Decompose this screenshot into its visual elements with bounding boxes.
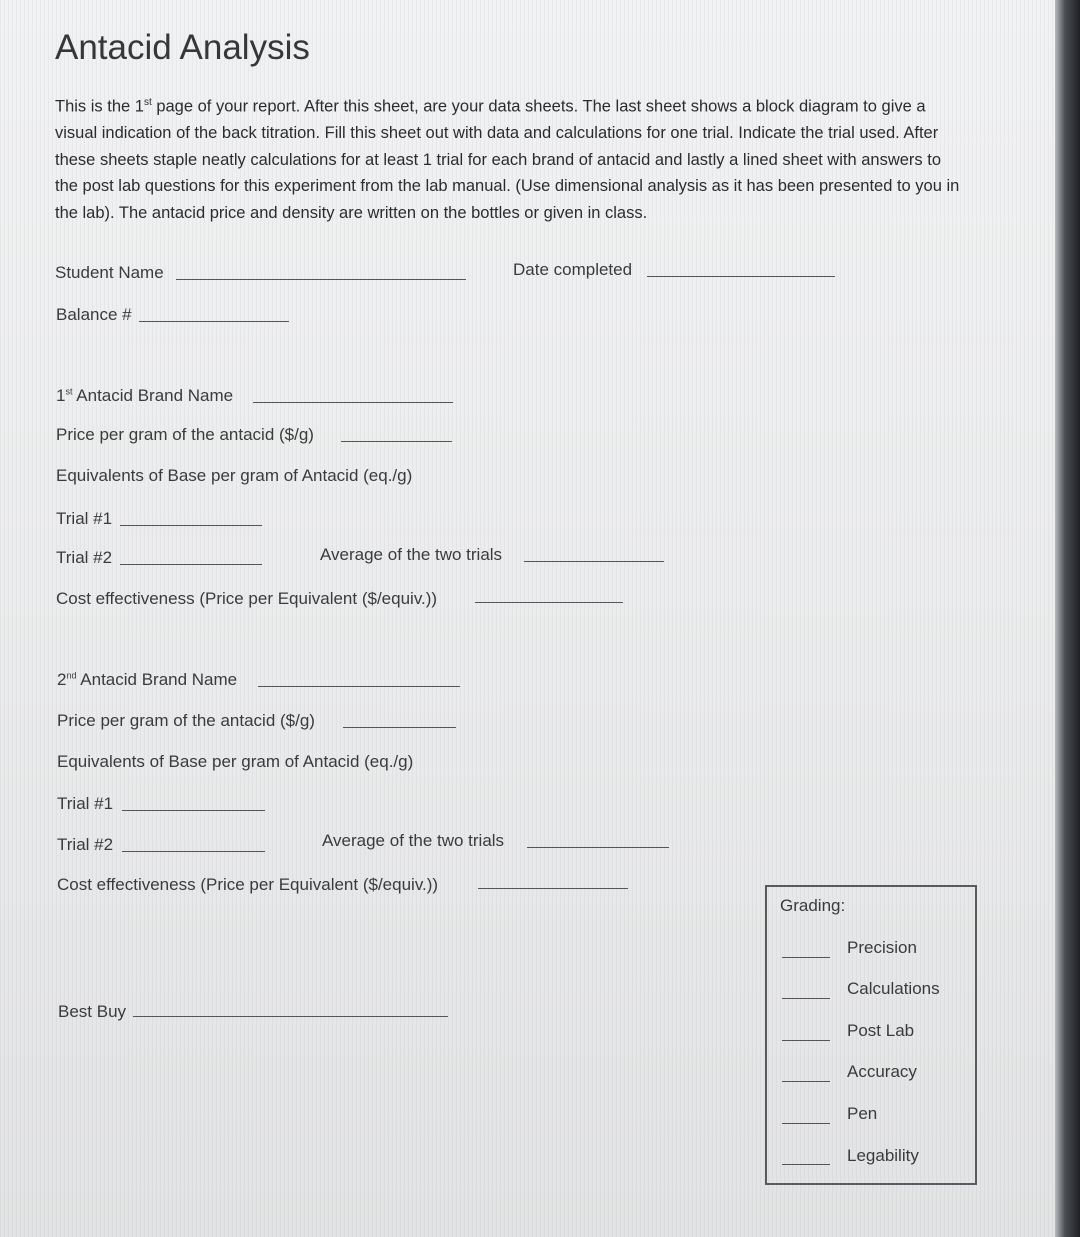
grading-accuracy-label: Accuracy (847, 1062, 917, 1081)
brand1-cost-field[interactable] (475, 602, 623, 603)
brand1-equiv-label: Equivalents of Base per gram of Antacid (eq./g) (56, 466, 413, 485)
student-name-field[interactable] (176, 279, 466, 280)
grading-legability-label: Legability (847, 1146, 919, 1165)
grading-legability-blank[interactable] (782, 1164, 830, 1165)
instructions-text-b: page of your report. After this sheet, are your data sheets. The last sheet shows a block diagram to give a visual indication of the back titration. Fill this sheet out with data and calculations for one trial. Indicate the trial used. After these sheets staple neatly calculations for at least 1 trial for each brand of antacid and lastly a lined sheet with answers to the post lab questions for this experiment from the lab manual. (Use dimensional analysis as it has been presented to you in the lab). The antacid price and density are written on the bottles or given in class. (55, 97, 960, 222)
instructions-superscript: st (143, 97, 152, 108)
brand2-average-label: Average of the two trials (322, 831, 505, 850)
brand2-ordinal: 2 (57, 670, 67, 689)
brand1-trial2-label: Trial #2 (56, 548, 113, 567)
grading-postlab-label: Post Lab (847, 1021, 915, 1040)
brand2-equiv-label: Equivalents of Base per gram of Antacid (eq./g) (57, 752, 414, 771)
brand1-average-label: Average of the two trials (320, 545, 503, 564)
grading-calculations-blank[interactable] (782, 998, 830, 999)
brand2-cost-field[interactable] (478, 888, 628, 889)
brand2-price-label: Price per gram of the antacid ($/g) (57, 711, 315, 730)
balance-field[interactable] (139, 321, 289, 322)
date-completed-field[interactable] (647, 276, 835, 277)
grading-calculations-label: Calculations (847, 979, 940, 998)
brand2-price-field[interactable] (343, 727, 456, 728)
student-name-label: Student Name (55, 263, 164, 282)
grading-precision-label: Precision (847, 938, 917, 957)
brand2-ordinal-suffix: nd (66, 670, 77, 681)
brand2-trial2-label: Trial #2 (57, 835, 114, 854)
brand2-name-label (57, 670, 237, 690)
grading-precision-blank[interactable] (782, 957, 830, 958)
brand2-trial2-field[interactable] (122, 851, 265, 852)
brand1-trial1-label: Trial #1 (56, 509, 113, 528)
best-buy-label: Best Buy (58, 1002, 127, 1021)
brand1-average-field[interactable] (524, 561, 664, 562)
brand2-trial1-label: Trial #1 (57, 794, 114, 813)
best-buy-field[interactable] (133, 1016, 448, 1017)
grading-accuracy-blank[interactable] (782, 1081, 830, 1082)
brand2-average-field[interactable] (527, 847, 669, 848)
brand1-trial1-field[interactable] (120, 525, 262, 526)
brand1-name-text: Antacid Brand Name (72, 386, 234, 405)
instructions-paragraph (55, 90, 965, 226)
brand2-name-text: Antacid Brand Name (76, 670, 238, 689)
page-title: Antacid Analysis (55, 28, 310, 67)
brand2-cost-label: Cost effectiveness (Price per Equivalent ($/equiv.)) (57, 875, 439, 894)
grading-pen-label: Pen (847, 1104, 878, 1123)
brand1-cost-label: Cost effectiveness (Price per Equivalent ($/equiv.)) (56, 589, 438, 608)
grading-box (765, 885, 977, 1185)
brand1-name-label (56, 386, 233, 406)
brand1-name-field[interactable] (253, 402, 453, 403)
instructions-text-a: This is the 1 (55, 97, 144, 116)
grading-postlab-blank[interactable] (782, 1040, 830, 1041)
brand1-ordinal: 1 (56, 386, 66, 405)
brand2-trial1-field[interactable] (122, 810, 265, 811)
grading-title: Grading: (780, 896, 846, 915)
brand1-trial2-field[interactable] (120, 564, 262, 565)
monitor-bezel-edge (1055, 0, 1080, 1237)
brand1-ordinal-suffix: st (65, 386, 73, 397)
brand2-name-field[interactable] (258, 686, 460, 687)
balance-label: Balance # (56, 305, 132, 324)
date-completed-label: Date completed (513, 260, 633, 279)
grading-pen-blank[interactable] (782, 1123, 830, 1124)
brand1-price-label: Price per gram of the antacid ($/g) (56, 425, 314, 444)
brand1-price-field[interactable] (341, 441, 452, 442)
